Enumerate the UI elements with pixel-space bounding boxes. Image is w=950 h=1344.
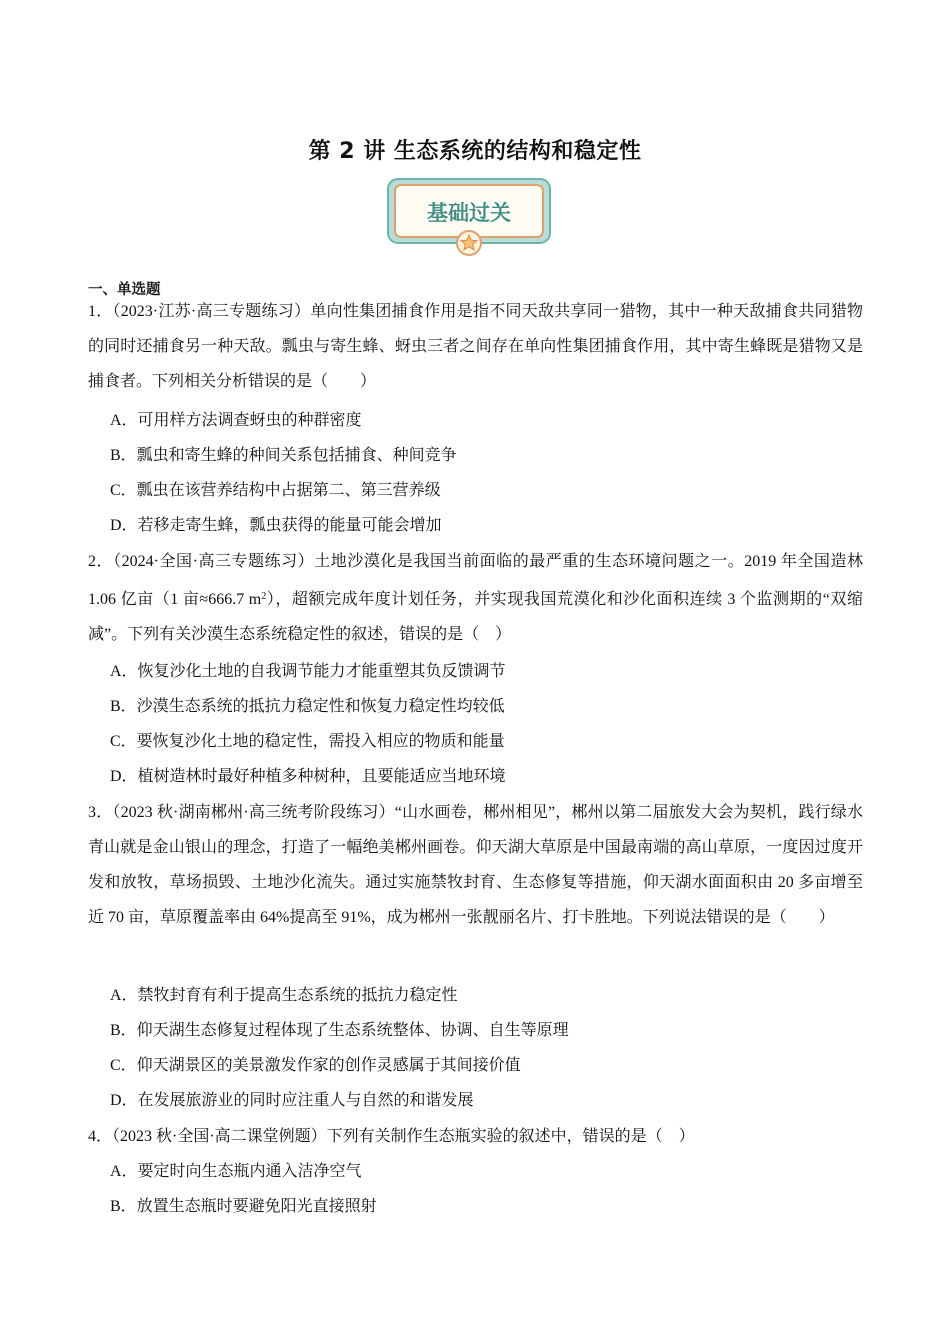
badge-frame-icon — [386, 177, 552, 257]
section-heading: 一、单选题 — [88, 282, 161, 298]
question-4-stem: 4．（2023 秋·全国·高二课堂例题）下列有关制作生态瓶实验的叙述中，错误的是（ ） — [88, 1128, 695, 1145]
question-2-option-d: D．植树造林时最好种植多种树种，且要能适应当地环境 — [110, 768, 506, 785]
question-2-option-b: B．沙漠生态系统的抵抗力稳定性和恢复力稳定性均较低 — [110, 698, 505, 715]
question-2-option-c: C．要恢复沙化土地的稳定性，需投入相应的物质和能量 — [110, 733, 505, 750]
question-2-option-a: A．恢复沙化土地的自我调节能力才能重塑其负反馈调节 — [110, 663, 506, 680]
unit-exponent: 2 — [261, 591, 267, 602]
question-1-stem: 1．（2023·江苏·高三专题练习）单向性集团捕食作用是指不同天敌共享同一猎物，其中一种天敌捕食共同猎物的同时还捕食另一种天敌。瓢虫与寄生蜂、蚜虫三者之间存在单向性集团捕食作用，其中寄生蜂既是猎物又是捕食者。下列相关分析错误的是（ ） — [88, 303, 863, 390]
question-3-option-d: D．在发展旅游业的同时应注重人与自然的和谐发展 — [110, 1092, 474, 1109]
question-4-option-b: B．放置生态瓶时要避免阳光直接照射 — [110, 1198, 377, 1215]
question-3-stem: 3．（2023 秋·湖南郴州·高三统考阶段练习）“山水画卷，郴州相见”，郴州以第二届旅发大会为契机，践行绿水青山就是金山银山的理念，打造了一幅绝美郴州画卷。仰天湖大草原是中国最南端的高山草原，一度因过度开发和放牧，草场损毁、土地沙化流失。通过实施禁牧封育、生态修复等措施，仰天湖水面面积由 20 多亩增至近 70 亩，草原覆盖率由 64%提高至 91%，成为郴州一张靓丽名片、打卡胜地。下列说法错误的是（ ） — [88, 804, 863, 926]
question-2-stem-part-1: 2．（2024·全国·高三专题练习）土地沙漠化是我国当前面临的最严重的生态环境问题之一。2019 年全国造林 1.06 亿亩（1 亩≈666.7 m — [88, 553, 863, 608]
badge-label: 基础过关 — [427, 201, 511, 225]
question-3-option-c: C．仰天湖景区的美景激发作家的创作灵感属于其间接价值 — [110, 1057, 521, 1074]
question-1-option-d: D．若移走寄生蜂，瓢虫获得的能量可能会增加 — [110, 517, 442, 534]
question-2-stem — [88, 544, 863, 652]
question-1-option-b: B．瓢虫和寄生蜂的种间关系包括捕食、种间竞争 — [110, 447, 457, 464]
question-3-option-a: A．禁牧封育有利于提高生态系统的抵抗力稳定性 — [110, 987, 458, 1004]
question-1-option-c: C．瓢虫在该营养结构中占据第二、第三营养级 — [110, 482, 441, 499]
lesson-title: 第 2 讲 生态系统的结构和稳定性 — [308, 139, 642, 164]
section-badge — [386, 177, 552, 257]
question-1-option-a: A．可用样方法调查蚜虫的种群密度 — [110, 412, 362, 429]
question-4-option-a: A．要定时向生态瓶内通入洁净空气 — [110, 1163, 362, 1180]
question-3-option-b: B．仰天湖生态修复过程体现了生态系统整体、协调、自生等原理 — [110, 1022, 569, 1039]
question-2-stem-part-2: ），超额完成年度计划任务，并实现我国荒漠化和沙化面积连续 3 个监测期的“双缩减”。下列有关沙漠生态系统稳定性的叙述，错误的是（ ） — [88, 591, 863, 643]
